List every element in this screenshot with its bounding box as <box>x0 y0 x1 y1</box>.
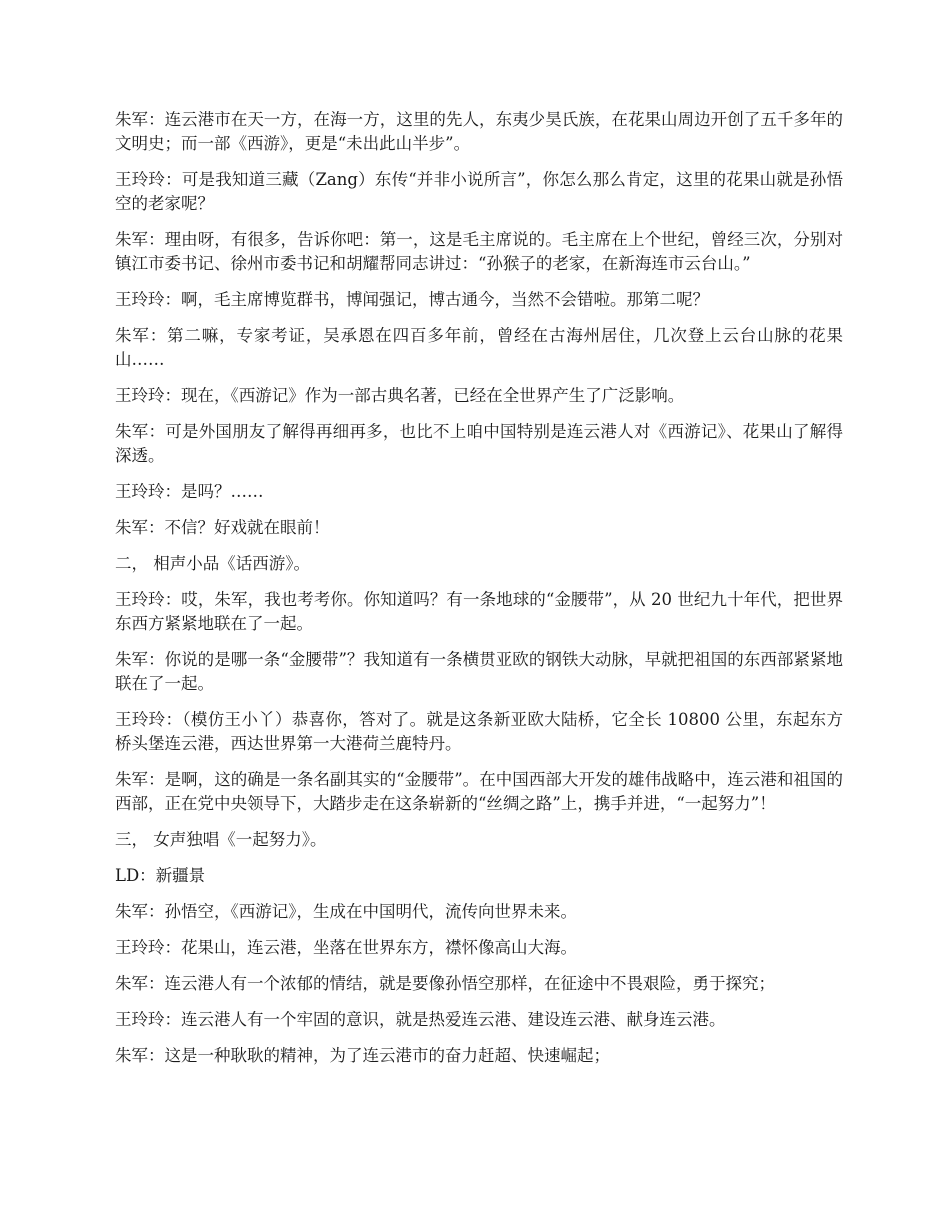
paragraph: 王玲玲：连云港人有一个牢固的意识，就是热爱连云港、建设连云港、献身连云港。 <box>115 1010 726 1029</box>
paragraph: 朱军：这是一种耿耿的精神，为了连云港市的奋力赶超、快速崛起； <box>115 1046 610 1065</box>
paragraph: 朱军：连云港市在天一方，在海一方，这里的先人，东夷少昊氏族，在花果山周边开创了五千多年的文明史；而一部《西游》，更是“未出此山半步”。 <box>115 110 843 153</box>
paragraph: 朱军：第二嘛，专家考证，吴承恩在四百多年前，曾经在古海州居住，几次登上云台山脉的花果山…… <box>115 326 843 369</box>
paragraph: 朱军：可是外国朋友了解得再细再多，也比不上咱中国特别是连云港人对《西游记》、花果山了解得深透。 <box>115 422 843 465</box>
section-heading: 二， 相声小品《话西游》。 <box>115 554 310 573</box>
paragraph: 王玲玲：哎，朱军，我也考考你。你知道吗？有一条地球的“金腰带”，从 20 世纪九十年代，把世界东西方紧紧地联在了一起。 <box>115 590 843 633</box>
paragraph: 朱军：连云港人有一个浓郁的情结，就是要像孙悟空那样，在征途中不畏艰险，勇于探究； <box>115 974 775 993</box>
paragraph: 王玲玲：（模仿王小丫）恭喜你，答对了。就是这条新亚欧大陆桥，它全长 10800 公里，东起东方桥头堡连云港，西达世界第一大港荷兰鹿特丹。 <box>115 710 843 753</box>
paragraph: 朱军：是啊，这的确是一条名副其实的“金腰带”。在中国西部大开发的雄伟战略中，连云港和祖国的西部，正在党中央领导下，大踏步走在这条崭新的“丝绸之路”上，携手并进，“一起努力”！ <box>115 770 843 813</box>
section-heading: 三， 女声独唱《一起努力》。 <box>115 830 327 849</box>
paragraph: 王玲玲：啊，毛主席博览群书，博闻强记，博古通今，当然不会错啦。那第二呢？ <box>115 290 709 309</box>
paragraph: 朱军：孙悟空，《西游记》，生成在中国明代，流传向世界未来。 <box>115 902 577 921</box>
paragraph: 朱军：不信？好戏就在眼前！ <box>115 518 330 537</box>
stage-note: LD：新疆景 <box>115 866 206 885</box>
paragraph: 王玲玲：是吗？…… <box>115 482 264 501</box>
paragraph: 王玲玲：可是我知道三藏（Zang）东传“并非小说所言”，你怎么那么肯定，这里的花果山就是孙悟空的老家呢？ <box>115 170 843 213</box>
paragraph: 王玲玲：花果山，连云港，坐落在世界东方，襟怀像高山大海。 <box>115 938 577 957</box>
paragraph: 朱军：理由呀，有很多，告诉你吧：第一，这是毛主席说的。毛主席在上个世纪，曾经三次，分别对镇江市委书记、徐州市委书记和胡耀帮同志讲过：“孙猴子的老家，在新海连市云台山。” <box>115 230 843 273</box>
paragraph: 朱军：你说的是哪一条“金腰带”？我知道有一条横贯亚欧的钢铁大动脉，早就把祖国的东西部紧紧地联在了一起。 <box>115 650 843 693</box>
paragraph: 王玲玲：现在，《西游记》作为一部古典名著，已经在全世界产生了广泛影响。 <box>115 386 685 405</box>
document-body <box>115 108 843 1080</box>
